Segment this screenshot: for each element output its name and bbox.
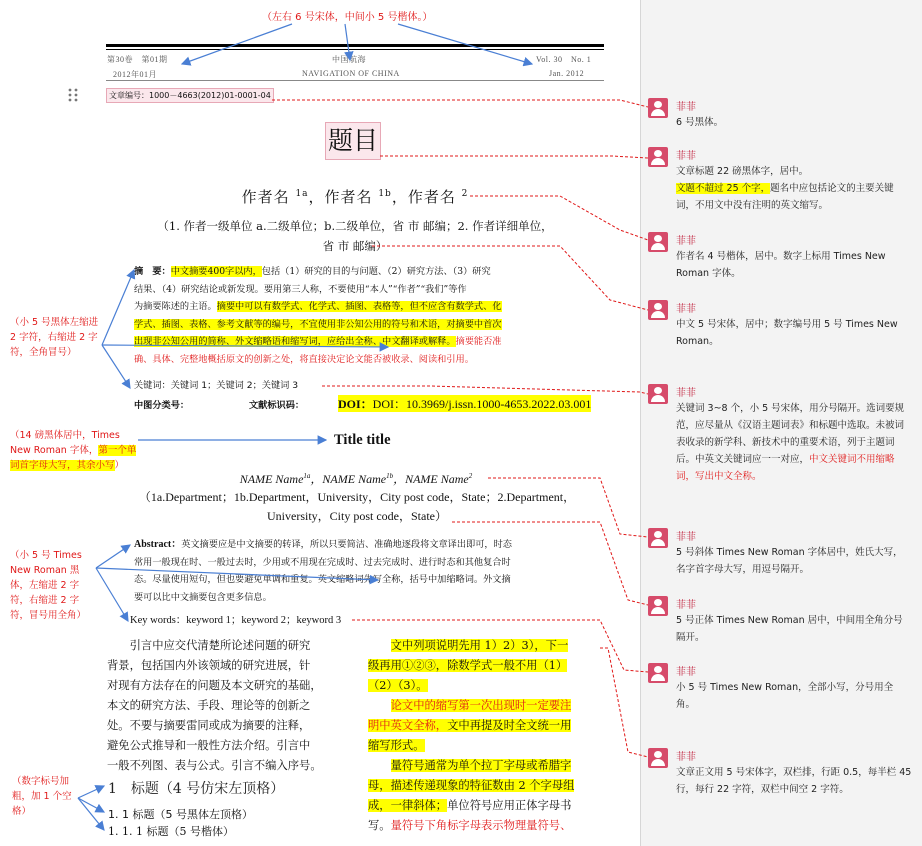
avatar-icon xyxy=(648,98,668,118)
comment-text: 文章标题 22 磅黑体字，居中。 文题不超过 25 个字，题名中应包括论文的主要关键词，不用文中没有注明的英文缩写。 xyxy=(676,166,894,211)
affiliations: （1. 作者一级单位 a.二级单位；b.二级单位，省 市 邮编；2. 作者详细单位， 省 市 邮编） xyxy=(157,219,553,253)
avatar-icon xyxy=(648,300,668,320)
drag-handle-icon[interactable] xyxy=(68,87,78,101)
heading-level-3: 1. 1. 1 标题（5 号楷体） xyxy=(108,825,234,838)
header-date: 2012年01月 xyxy=(113,70,157,79)
header-rule-bottom xyxy=(106,80,604,81)
comment-text: 关键词 3~8 个，小 5 号宋体，用分号隔开。选词要规范，应尽量从《汉语主题词表》和标题中选取。未被词表收录的新学科、新技术中的重要术语，列于主题词后。中英文关键词应一一对应，中文关键词不用缩略词，写出中文全称。 xyxy=(676,403,905,482)
body-column-right: 文中列项说明先用 1）2）3），下一 级再用①②③，除数学式一般不用（1） （2）（3）。 论文中的缩写第一次出现时一定要注 明中英文全称，文中再提及时全文统一用 缩写形式。 量符号通常为单个拉丁字母或希腊字 母，描述传递现象的特征数由 2 个字母组 成，一律斜体；单位符号应用正体字母书 写。量符号下角标字母表示物理量符号、 xyxy=(368,639,575,832)
article-title: 题目 xyxy=(325,122,381,160)
header-date-en: Jan. 2012 xyxy=(549,69,585,78)
header-rule-top xyxy=(106,44,604,47)
en-abstract-format-annotation: （小 5 号 Times New Roman 黑体，左缩进 2 字符，右缩进 2 字符，冒号用全角） xyxy=(10,550,87,621)
avatar-icon xyxy=(648,663,668,683)
comment-author: 菲菲 xyxy=(676,388,696,399)
header-rule-thin xyxy=(106,49,604,50)
avatar-icon xyxy=(648,147,668,167)
article-number: 文章编号：1000－4663(2012)01-0001-04 xyxy=(106,88,274,103)
comment-author: 菲菲 xyxy=(676,102,696,113)
doi: DOI：DOI：10.3969/j.issn.1000-4653.2022.03.001 xyxy=(338,397,592,411)
comment-text: 小 5 号 Times New Roman，全部小写，分号用全角。 xyxy=(676,682,894,710)
abstract-format-annotation: （小 5 号黑体左缩进 2 字符，右缩进 2 字符，全角冒号） xyxy=(10,317,99,358)
comment-author: 菲菲 xyxy=(676,304,696,315)
body-column-left: 引言中应交代清楚所论述问题的研究 背景，包括国内外该领域的研究进展，针 对现有方法存在的问题及本文研究的基础， 本文的研究方法、手段、理论等的创新之 处。不要与摘要雷同或成为摘要的注释， 避免公式推导和一般性方法介绍。引言中 一般不列图、表与公式。引言不编入序号。 xyxy=(107,639,322,772)
header-journal-cn: 中国航海 xyxy=(332,55,366,64)
avatar-icon xyxy=(648,596,668,616)
header-volume-en: Vol. 30 No. 1 xyxy=(536,55,592,64)
author-names: 作者名 $^{1a}$，作者名 $^{1b}$，作者名 $^2$ xyxy=(241,188,469,206)
comment-author: 菲菲 xyxy=(676,600,696,611)
avatar-icon xyxy=(648,528,668,548)
comment-text: 6 号黑体。 xyxy=(676,117,724,128)
english-title: Title title xyxy=(334,432,391,448)
comment-text: 中文 5 号宋体，居中；数字编号用 5 号 Times New Roman。 xyxy=(676,319,898,347)
heading-format-annotation: （数字标号加粗，加 1 个空格） xyxy=(12,776,72,817)
heading-level-2: 1. 1 标题（5 号黑体左顶格） xyxy=(108,808,253,821)
avatar-icon xyxy=(648,232,668,252)
comment-text: 文章正文用 5 号宋体字，双栏排，行距 0.5，每半栏 45 行，每行 22 字符，双栏中间空 2 字符。 xyxy=(676,767,912,795)
english-affiliations: （1a.Department；1b.Department，University，City post code，State；2.Department， University，City post code，State） xyxy=(138,490,576,523)
comment-author: 菲菲 xyxy=(676,532,696,543)
comment-text: 5 号斜体 Times New Roman 字体居中，姓氏大写，名字首字母大写，用逗号隔开。 xyxy=(676,547,903,575)
abstract-cn: 摘 要：中文摘要400字以内，包括（1）研究的目的与问题、（2）研究方法、（3）研究 结果、（4）研究结论或新发现。要用第三人称，不要使用“本人”“作者”“我们”等作 为摘要陈述的主语。摘要中可以有数学式、化学式、插图、表格等，但不应含有数学式、化 学式、插图、表格、参考文献等的编号，不宜使用非公知公用的符号和术语，对摘要中首次 出现非公知公用的简称、外文缩略语和缩写词，应给出全称、中文翻译或解释。摘要能否准 确、具体、完整地概括原文的创新之处，将直接决定论文能否被收录、阅读和引用。 xyxy=(134,266,502,365)
en-title-format-annotation: （14 磅黑体居中，Times New Roman 字体，第一个单词首字母大写，其余小写） xyxy=(10,430,137,471)
abstract-en: Abstract：英文摘要应是中文摘要的转译，所以只要简洁、准确地逐段将文章译出即可，时态 常用一般现在时、一般过去时，少用或不用现在完成时、过去完成时、进行时态和其他复合时 态。尽量使用短句，但也要避免单调和重复。英文缩略词先写全称，括号中加缩略词。外文摘 要可以比中文摘要包含更多信息。 xyxy=(134,539,512,603)
comment-author: 菲菲 xyxy=(676,151,696,162)
document-code-label: 文献标识码： xyxy=(249,400,305,411)
heading-level-1: 1 标题（4 号仿宋左顶格） xyxy=(108,781,285,797)
clc-label: 中图分类号： xyxy=(134,400,190,411)
header-journal-en: NAVIGATION OF CHINA xyxy=(302,69,400,78)
header-format-annotation: （左右 6 号宋体，中间小 5 号楷体。） xyxy=(262,12,433,23)
comment-text: 作者名 4 号楷体，居中。数字上标用 Times New Roman 字体。 xyxy=(676,251,886,279)
english-authors: NAME Name$^{1a}$，NAME Name$^{1b}$，NAME Name$^2$ xyxy=(239,472,473,486)
comment-author: 菲菲 xyxy=(676,667,696,678)
avatar-icon xyxy=(648,384,668,404)
avatar-icon xyxy=(648,748,668,768)
comment-author: 菲菲 xyxy=(676,236,696,247)
header-volume: 第30卷 第01期 xyxy=(107,55,168,64)
keywords-cn: 关键词：关键词 1；关键词 2；关键词 3 xyxy=(134,380,299,391)
comment-author: 菲菲 xyxy=(676,752,696,763)
keywords-en: Key words：keyword 1；keyword 2；keyword 3 xyxy=(130,615,342,626)
comment-text: 5 号正体 Times New Roman 居中，中间用全角分号隔开。 xyxy=(676,615,903,643)
